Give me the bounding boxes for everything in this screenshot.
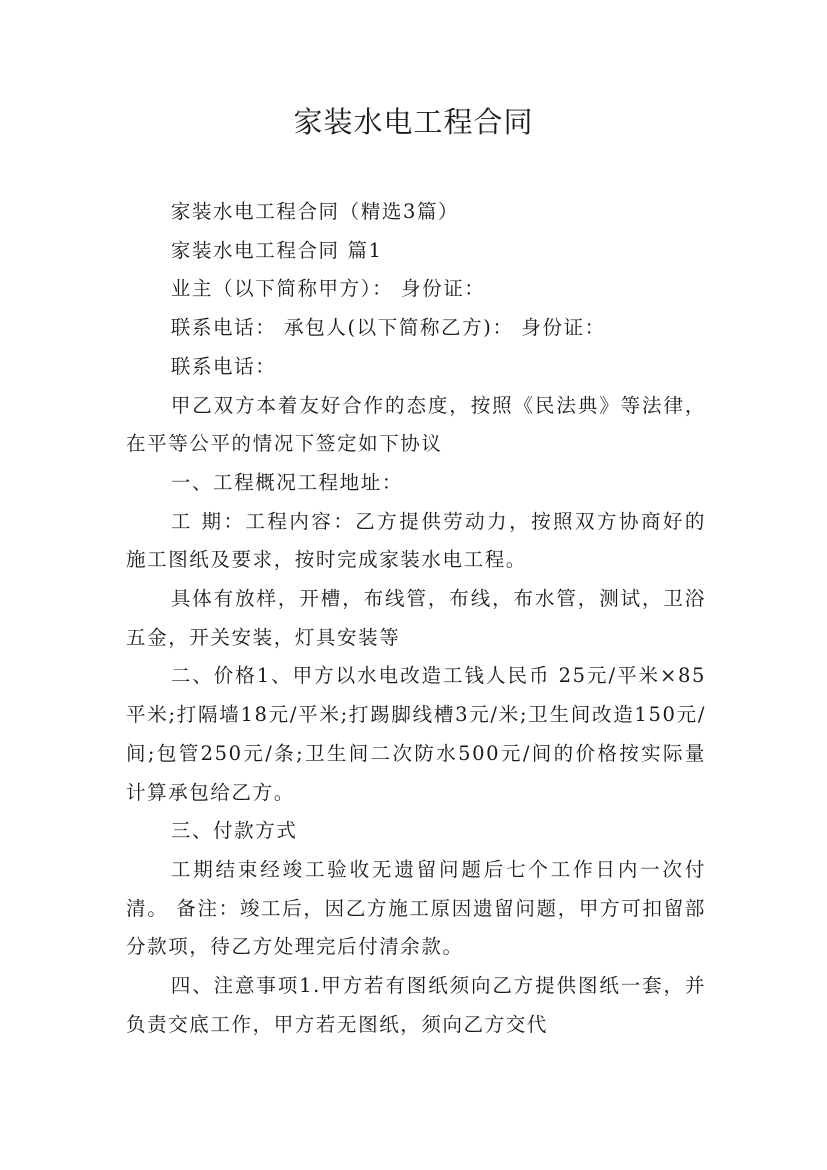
paragraph-contractor-info: 联系电话： 承包人(以下简称乙方)： 身份证： [170,316,606,340]
paragraph-work-period: 工 期：工程内容：乙方提供劳动力，按照双方协商好的施工图纸及要求，按时完成家装水电工程。 [126,509,706,572]
paragraph-section-notes: 四、注意事项1.甲方若有图纸须向乙方提供图纸一套，并负责交底工作，甲方若无图纸，须向乙方交代 [126,974,706,1036]
document-title: 家装水电工程合同 [293,105,534,139]
paragraph-section-one: 一、工程概况工程地址： [170,470,403,494]
paragraph-owner-info: 业主（以下简称甲方）： 身份证： [170,277,486,301]
paragraph-agreement-preamble: 甲乙双方本着友好合作的态度，按照《民法典》等法律，在平等公平的情况下签定如下协议 [126,393,706,456]
paragraph-section-payment: 三、付款方式 [170,819,298,843]
paragraph-intro-heading: 家装水电工程合同（精选3篇） [170,200,460,223]
document-body [126,193,706,1044]
paragraph-work-items: 具体有放样，开槽，布线管，布线，布水管，测试，卫浴五金，开关安装，灯具安装等 [126,587,706,649]
paragraph-contact-phone: 联系电话： [170,354,277,378]
paragraph-section-price: 二、价格1、甲方以水电改造工钱人民币 25元/平米×85平米;打隔墙18元/平米;打踢脚线槽3元/米;卫生间改造150元/间;包管250元/条;卫生间二次防水500元/间的价格按实际量计算承包给乙方。 [126,664,706,804]
paragraph-part-heading: 家装水电工程合同 篇1 [170,238,383,262]
paragraph-payment-terms: 工期结束经竣工验收无遗留问题后七个工作日内一次付清。 备注：竣工后，因乙方施工原因遗留问题，甲方可扣留部分款项，待乙方处理完后付清余款。 [126,857,706,959]
